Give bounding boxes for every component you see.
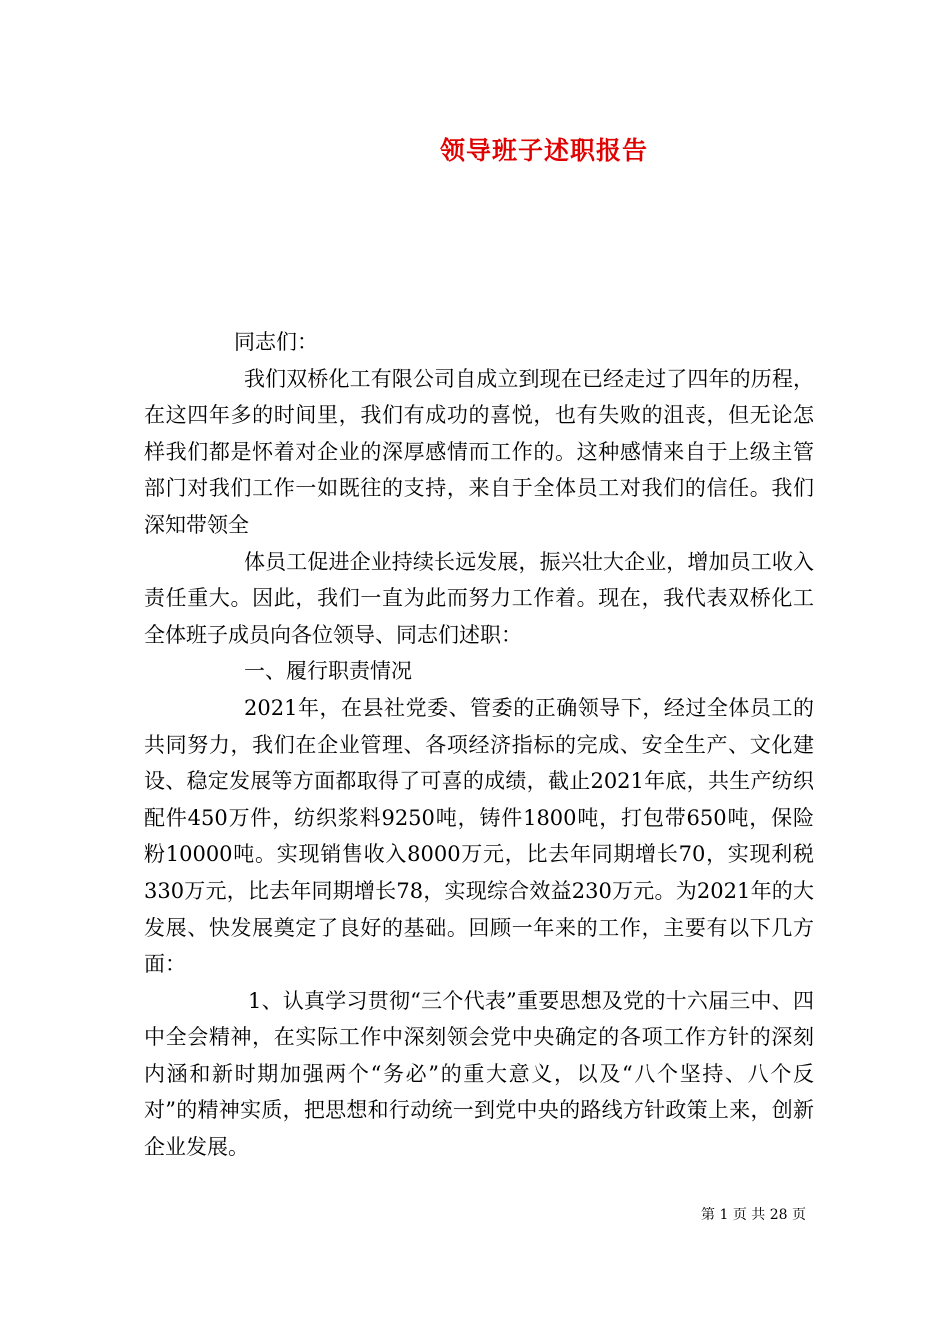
section-heading-1: 一、履行职责情况 xyxy=(244,659,412,684)
paragraph-1: 我们双桥化工有限公司自成立到现在已经走过了四年的历程，在这四年多的时间里，我们有成功的喜悦，也有失败的沮丧，但无论怎样我们都是怀着对企业的深厚感情而工作的。这种感情来自于上级主管部门对我们工作一如既往的支持，来自于全体员工对我们的信任。我们深知带领全 xyxy=(144,366,814,537)
paragraph-2: 体员工促进企业持续长远发展，振兴壮大企业，增加员工收入责任重大。因此，我们一直为此而努力工作着。现在，我代表双桥化工全体班子成员向各位领导、同志们述职： xyxy=(144,549,814,647)
paragraph-4: 1、认真学习贯彻“三个代表”重要思想及党的十六届三中、四中全会精神，在实际工作中深刻领会党中央确定的各项工作方针的深刻内涵和新时期加强两个“务必”的重大意义，以及“八个坚持、八个反对”的精神实质，把思想和行动统一到党中央的路线方针政策上来，创新企业发展。 xyxy=(144,988,814,1160)
greeting: 同志们： xyxy=(234,330,318,354)
document-body xyxy=(144,324,814,1166)
paragraph-3: 2021年，在县社党委、管委的正确领导下，经过全体员工的共同努力，我们在企业管理、各项经济指标的完成、安全生产、文化建设、稳定发展等方面都取得了可喜的成绩，截止2021年底，共生产纺织配件450万件，纺织浆料9250吨，铸件1800吨，打包带650吨，保险粉10000吨。实现销售收入8000万元，比去年同期增长70，实现利税330万元，比去年同期增长78，实现综合效益230万元。为2021年的大发展、快发展奠定了良好的基础。回顾一年来的工作，主要有以下几方面： xyxy=(144,695,814,977)
document-title: 领导班子述职报告 xyxy=(440,136,649,165)
page-number-footer: 第 1 页 共 28 页 xyxy=(701,1207,806,1223)
